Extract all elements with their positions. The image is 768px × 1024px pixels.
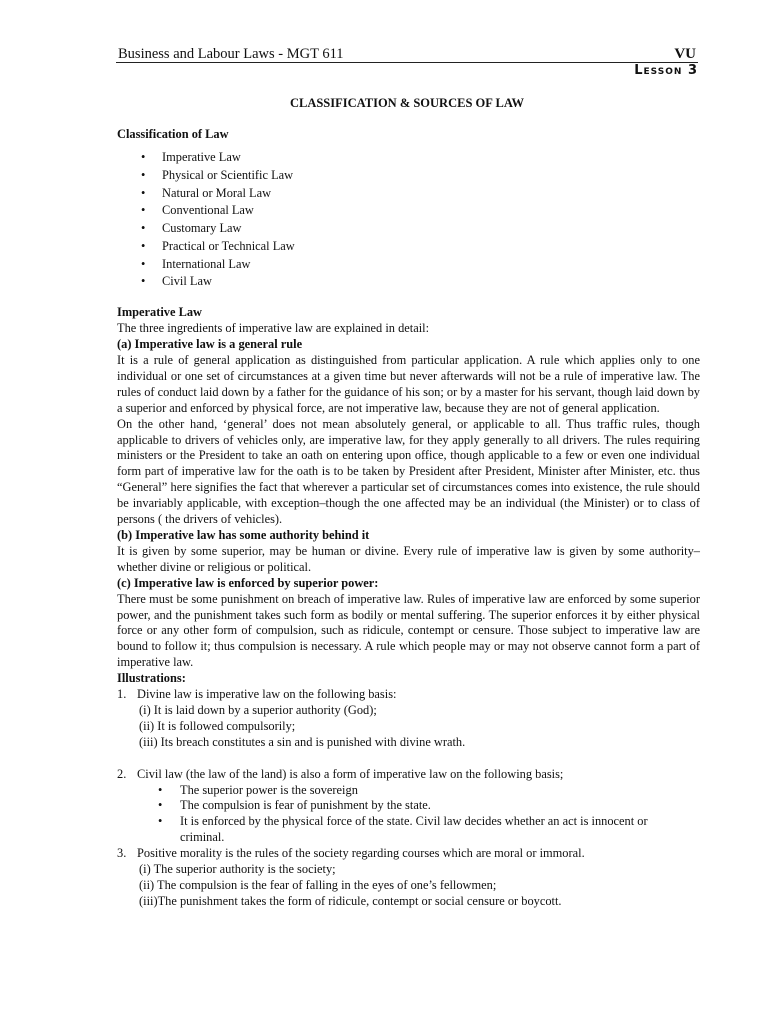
sub-item: (iii) Its breach constitutes a sin and is punished with divine wrath. [139,734,466,749]
sub-item: (i) It is laid down by a superior authority (God); [139,702,377,717]
classification-list [117,149,700,291]
document-body [117,127,700,910]
list-item: • Customary Law [117,220,700,238]
list-item: • Conventional Law [117,202,700,220]
section-b-paragraph: It is given by some superior, may be human or divine. Every rule of imperative law is given by some authority–whether divine or religious or political. [117,543,700,574]
sub-item: (iii)The punishment takes the form of ridicule, contempt or social censure or boycott. [139,893,562,908]
illustration-2-bullets [117,783,700,847]
section-b-heading: (b) Imperative law has some authority behind it [117,527,370,542]
imperative-intro: The three ingredients of imperative law are explained in detail: [117,321,430,336]
imperative-heading: Imperative Law [117,305,202,320]
illustration-number: 2. [117,766,127,781]
list-item: • It is enforced by the physical force of the state. Civil law decides whether an act is innocent or criminal. [180,814,700,846]
section-a-paragraph-1: It is a rule of general application as distinguished from particular application. A rule which applies only to one individual or one set of circumstances at a given time but never afterwards will not be a rule of imperative law. The rules of conduct laid down by a father for the guidance of his son; or by a master for his servant, though laid down by a superior and enforced by physical force, are not imperative law, because they are not of general application. [117,353,700,415]
list-item: • Physical or Scientific Law [117,167,700,185]
list-item: • Natural or Moral Law [117,185,700,203]
illustration-text: Divine law is imperative law on the following basis: [137,687,397,702]
illustration-text: Civil law (the law of the land) is also a form of imperative law on the following basis; [137,766,564,781]
section-c-paragraph: There must be some punishment on breach of imperative law. Rules of imperative law are enforced by some superior power, and the punishment takes such form as bodily or mental suffering. The superior enforces it by either physical force or any other form of compulsion, such as ridicule, contempt or censure. Those subject to imperative law are bound to follow it; thus compulsion is necessary. A rule which people may or may not observe cannot form a part of imperative law. [117,591,700,670]
list-item: • The compulsion is fear of punishment by the state. [180,798,700,814]
sub-item: (ii) The compulsion is the fear of falling in the eyes of one’s fellowmen; [139,878,497,892]
page-header [116,46,698,63]
illustration-3 [117,846,700,862]
list-item: • International Law [117,256,700,274]
sub-item: (ii) It is followed compulsorily; [139,718,296,733]
illustration-1 [117,687,700,703]
section-c-heading: (c) Imperative law is enforced by superior power: [117,575,379,590]
institution-mark: VU [674,46,696,62]
illustration-2 [117,767,700,783]
page-title: CLASSIFICATION & SOURCES OF LAW [289,96,525,110]
list-item: • Practical or Technical Law [117,238,700,256]
section-a-paragraph-2: On the other hand, ‘general’ does not mean absolutely general, or applicable to all. Thus traffic rules, though applicable to drivers of vehicles only, are imperative law, for they apply generally to all drivers. The rules requiring ministers or the President to take an oath on entering upon office, though applicable to a few or even one individual form part of imperative law for the oath is to be taken by President after President, Minister after Minister, etc. thus “General” here signifies the fact that wherever a particular set of circumstances comes into existence, the rule should be invariably applicable, with exception–though the one affected may be an individual (the Minister) or to class of persons ( the drivers of vehicles). [117,416,700,527]
section-a-heading: (a) Imperative law is a general rule [117,337,303,352]
illustration-number: 3. [117,846,127,861]
illustration-number: 1. [117,687,127,702]
sub-item: (i) The superior authority is the society; [139,862,336,877]
list-item: • Civil Law [117,273,700,291]
course-title: Business and Labour Laws - MGT 611 [118,46,344,62]
illustrations-heading: Illustrations: [117,671,186,686]
lesson-label: Lesson 3 [634,63,698,78]
classification-heading: Classification of Law [117,127,229,141]
illustration-text: Positive morality is the rules of the society regarding courses which are moral or immoral. [137,846,585,861]
list-item: • The superior power is the sovereign [180,783,700,799]
list-item: • Imperative Law [117,149,700,167]
